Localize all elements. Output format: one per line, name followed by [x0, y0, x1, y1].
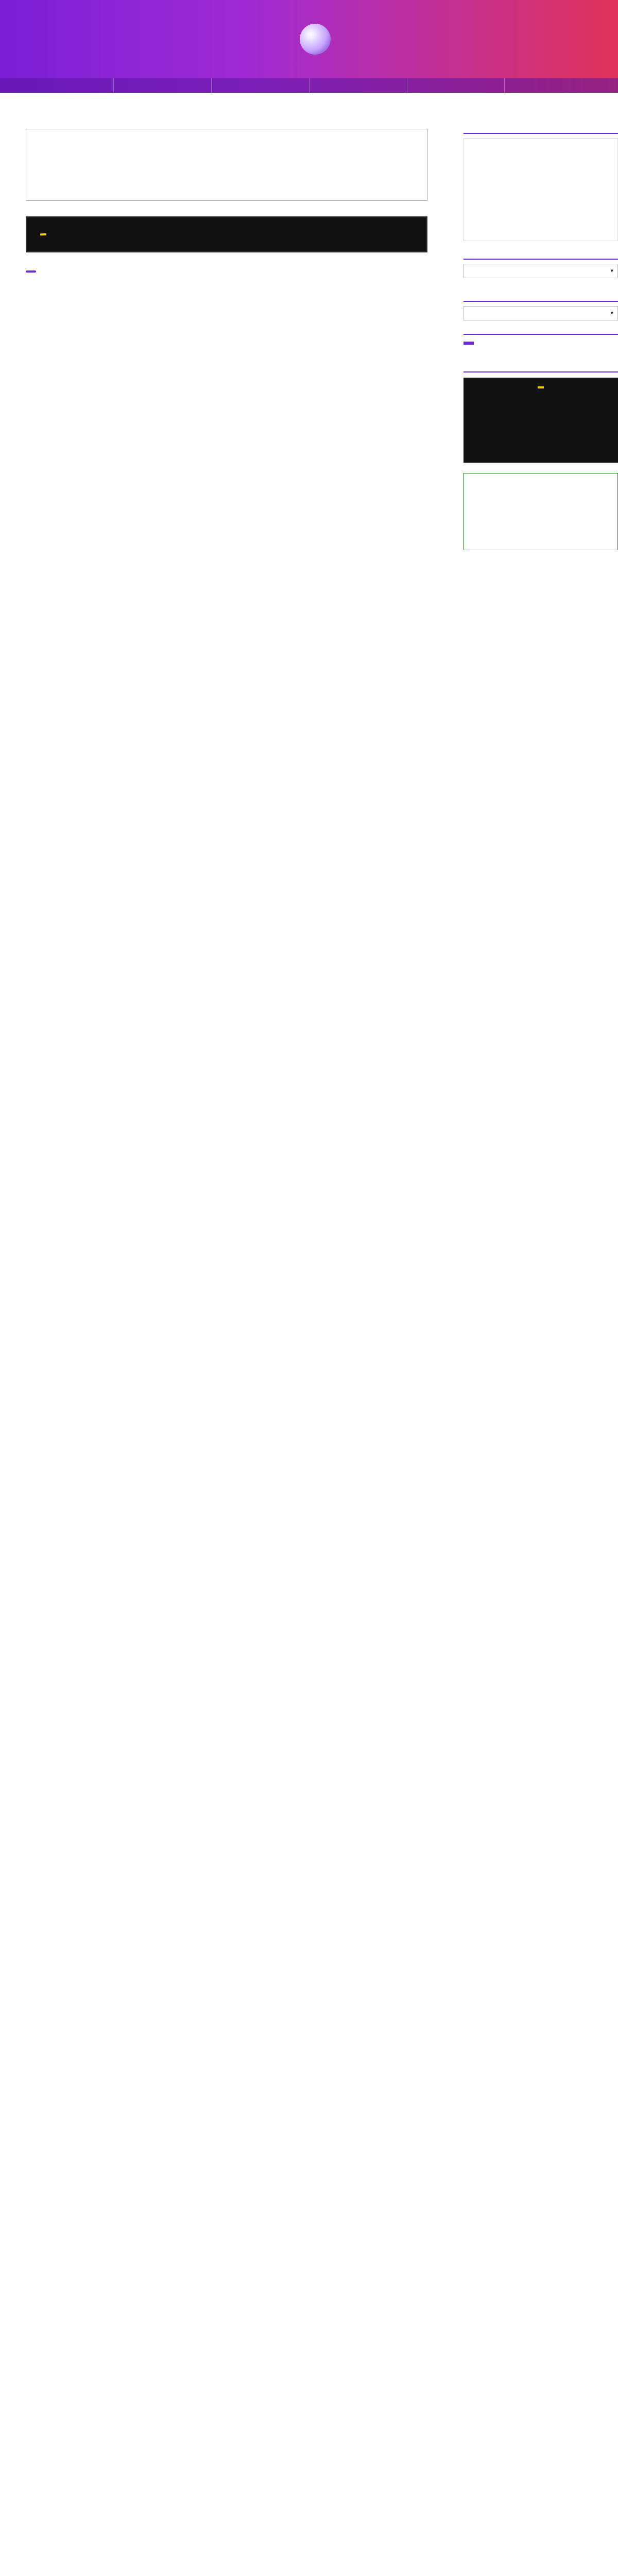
search-box[interactable] — [464, 138, 618, 241]
nav-about[interactable] — [407, 78, 505, 93]
category-select[interactable] — [464, 306, 618, 320]
rss-list — [26, 129, 427, 201]
nav-twitter[interactable] — [309, 78, 407, 93]
hall-intro-banner[interactable] — [26, 216, 427, 252]
nav-popular-posts[interactable] — [211, 78, 309, 93]
category-badge[interactable] — [26, 270, 36, 273]
category-heading — [464, 297, 618, 302]
ranking-heading — [464, 330, 618, 335]
site-header — [0, 0, 618, 93]
archive-heading — [464, 255, 618, 260]
links-heading — [464, 342, 474, 345]
nav-new-posts[interactable] — [113, 78, 211, 93]
logo-ball-icon — [300, 24, 331, 55]
archive-select[interactable] — [464, 264, 618, 278]
main-column — [26, 129, 427, 281]
sidebar — [464, 129, 618, 550]
search-heading — [464, 129, 618, 134]
ad-banner-nanashi[interactable] — [464, 378, 618, 463]
ad-banner-2[interactable] — [464, 473, 618, 550]
comments-heading — [464, 367, 618, 372]
site-logo[interactable] — [170, 15, 340, 77]
global-nav — [0, 78, 618, 93]
